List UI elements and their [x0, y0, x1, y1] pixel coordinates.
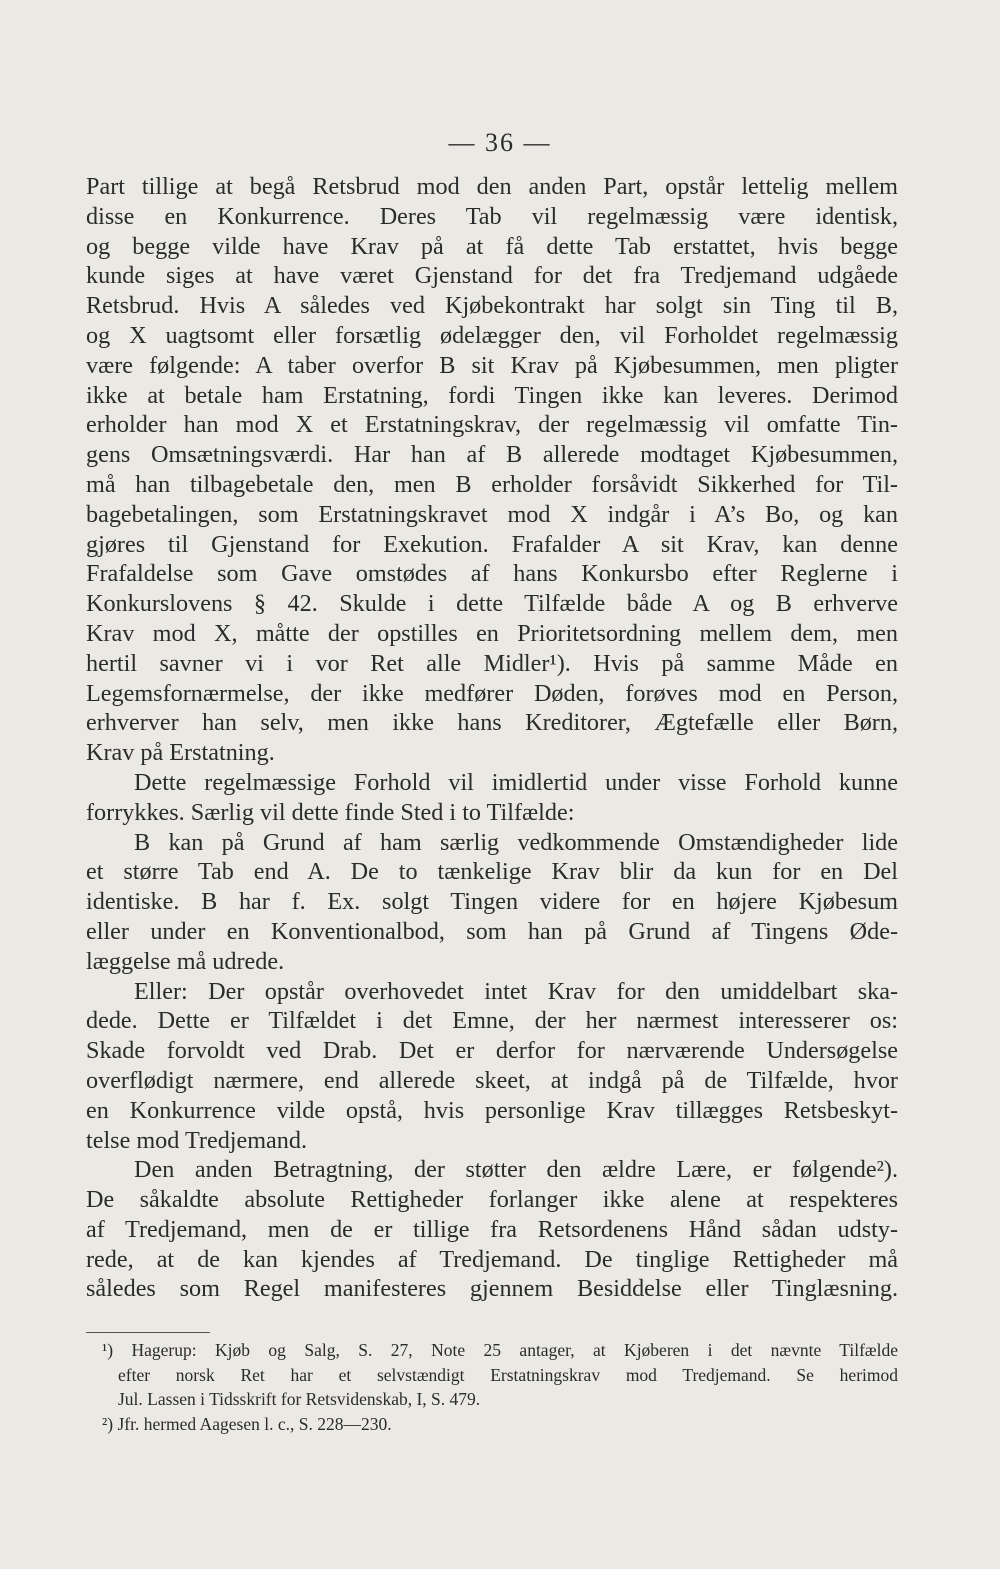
text-line: De såkaldte absolute Rettigheder forlanger ikke alene at respekteres: [86, 1186, 898, 1214]
text-line: Retsbrud. Hvis A således ved Kjøbekontrakt har solgt sin Ting til B,: [86, 292, 898, 320]
text-line: erholder han mod X et Erstatningskrav, der regelmæssig vil omfatte Tin-: [86, 411, 898, 439]
text-line: identiske. B har f. Ex. solgt Tingen videre for en højere Kjøbesum: [86, 888, 898, 916]
page-number: — 36 —: [448, 128, 552, 157]
footnote-line: efter norsk Ret har et selvstændigt Erstatningskrav mod Tredjemand. Se herimod: [118, 1364, 898, 1385]
text-line: læggelse må udrede.: [86, 947, 285, 975]
footnotes: [102, 1338, 898, 1436]
text-line: kunde siges at have været Gjenstand for det fra Tredjemand udgåede: [86, 262, 898, 290]
text-line: og X uagtsomt eller forsætlig ødelægger den, vil Forholdet regelmæssig: [86, 321, 898, 349]
text-line: Skade forvoldt ved Drab. Det er derfor for nærværende Undersøgelse: [86, 1037, 898, 1065]
text-line: Eller: Der opstår overhovedet intet Krav for den umiddelbart ska-: [134, 977, 898, 1005]
text-line: telse mod Tredjemand.: [86, 1126, 308, 1154]
footnote-line: ²) Jfr. hermed Aagesen l. c., S. 228—230.: [102, 1413, 392, 1434]
text-line: bagebetalingen, som Erstatningskravet mod X indgår i A’s Bo, og kan: [86, 500, 898, 528]
text-line: Legemsfornærmelse, der ikke medfører Døden, forøves mod en Person,: [86, 679, 898, 707]
text-line: Den anden Betragtning, der støtter den ældre Lære, er følgende²).: [134, 1156, 898, 1184]
text-line: gjøres til Gjenstand for Exekution. Frafalder A sit Krav, kan denne: [86, 530, 898, 558]
text-line: rede, at de kan kjendes af Tredjemand. De tinglige Rettigheder må: [86, 1245, 898, 1273]
text-line: erhverver han selv, men ikke hans Kreditorer, Ægtefælle eller Børn,: [86, 709, 898, 737]
text-line: Part tillige at begå Retsbrud mod den anden Part, opstår lettelig mellem: [86, 173, 898, 200]
text-line: Dette regelmæssige Forhold vil imidlertid under visse Forhold kunne: [134, 768, 898, 796]
text-line: må han tilbagebetale den, men B erholder forsåvidt Sikkerhed for Til-: [86, 470, 898, 498]
body-text: [86, 172, 898, 1304]
text-line: hertil savner vi i vor Ret alle Midler¹). Hvis på samme Måde en: [86, 649, 898, 677]
footnote-line: ¹) Hagerup: Kjøb og Salg, S. 27, Note 25 antager, at Kjøberen i det nævnte Tilfælde: [102, 1340, 898, 1360]
text-line: således som Regel manifesteres gjennem Besiddelse eller Tinglæsning.: [86, 1275, 898, 1303]
text-line: og begge vilde have Krav på at få dette Tab erstattet, hvis begge: [86, 232, 898, 260]
text-line: Frafaldelse som Gave omstødes af hans Konkursbo efter Reglerne i: [86, 560, 898, 588]
text-line: forrykkes. Særlig vil dette finde Sted i to Tilfælde:: [86, 798, 575, 826]
text-line: eller under en Konventionalbod, som han på Grund af Tingens Øde-: [86, 917, 898, 945]
footnote-divider: [86, 1332, 210, 1333]
text-line: B kan på Grund af ham særlig vedkommende Omstændigheder lide: [134, 828, 898, 856]
text-line: en Konkurrence vilde opstå, hvis personlige Krav tillægges Retsbeskyt-: [86, 1096, 898, 1124]
footnote-line: Jul. Lassen i Tidsskrift for Retsvidenskab, I, S. 479.: [118, 1389, 481, 1409]
text-line: være følgende: A taber overfor B sit Krav på Kjøbesummen, men pligter: [86, 351, 898, 379]
text-line: disse en Konkurrence. Deres Tab vil regelmæssig være identisk,: [86, 202, 898, 230]
text-line: gens Omsætningsværdi. Har han af B allerede modtaget Kjøbesummen,: [86, 441, 898, 469]
text-line: ikke at betale ham Erstatning, fordi Tingen ikke kan leveres. Derimod: [86, 381, 898, 409]
text-line: af Tredjemand, men de er tillige fra Retsordenens Hånd sådan udsty-: [86, 1215, 898, 1243]
text-line: overflødigt nærmere, end allerede skeet, at indgå på de Tilfælde, hvor: [86, 1066, 898, 1094]
text-line: et større Tab end A. De to tænkelige Krav blir da kun for en Del: [86, 858, 898, 886]
text-line: dede. Dette er Tilfældet i det Emne, der her nærmest interesserer os:: [86, 1007, 898, 1035]
text-line: Krav på Erstatning.: [86, 739, 275, 767]
text-line: Konkurslovens § 42. Skulde i dette Tilfælde både A og B erhverve: [86, 590, 898, 618]
text-line: Krav mod X, måtte der opstilles en Prioritetsordning mellem dem, men: [86, 619, 898, 647]
